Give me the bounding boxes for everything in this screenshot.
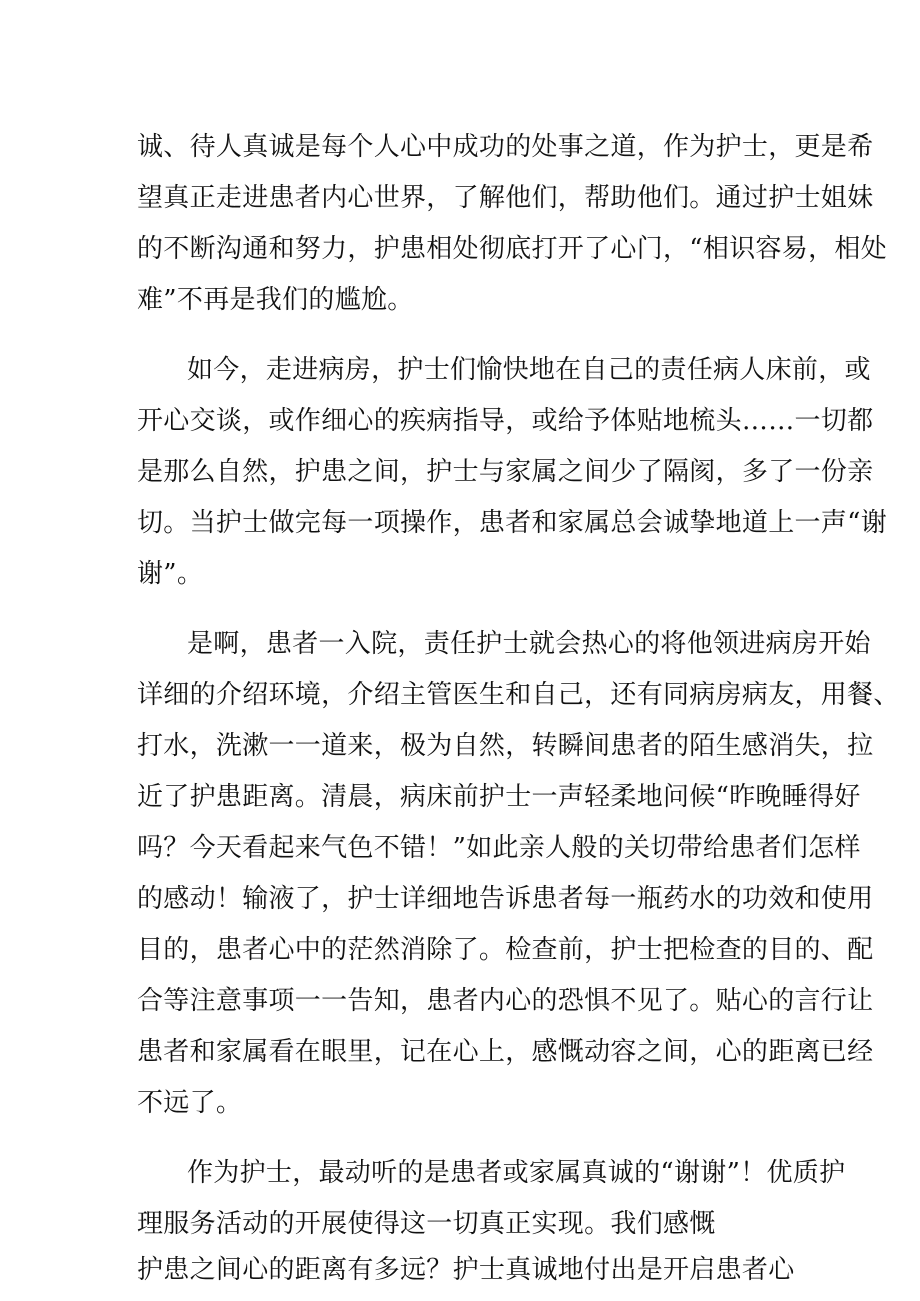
paragraph-1-line-4: 难”不再是我们的尴尬。 xyxy=(137,285,414,315)
paragraph-3-line-5: 吗？今天看起来气色不错！”如此亲人般的关切带给患者们怎样 xyxy=(137,833,861,863)
paragraph-4-line-2: 理服务活动的开展使得这一切真正实现。我们感慨 xyxy=(137,1209,716,1239)
paragraph-3-line-2: 详细的介绍环境，介绍主管医生和自己，还有同病房病友，用餐、 xyxy=(137,680,900,710)
paragraph-3-line-10: 不远了。 xyxy=(137,1088,243,1118)
paragraph-2-line-5: 谢”。 xyxy=(137,559,204,589)
paragraph-3-line-3: 打水，洗漱一一道来，极为自然，转瞬间患者的陌生感消失，拉 xyxy=(137,731,874,761)
paragraph-2-line-2: 开心交谈，或作细心的疾病指导，或给予体贴地梳头……一切都 xyxy=(137,406,874,436)
paragraph-2-line-4: 切。当护士做完每一项操作，患者和家属总会诚挚地道上一声“谢 xyxy=(137,508,887,538)
paragraph-3-line-4: 近了护患距离。清晨，病床前护士一声轻柔地问候“昨晚睡得好 xyxy=(137,782,861,812)
paragraph-4-line-1: 作为护士，最动听的是患者或家属真诚的“谢谢”！优质护 xyxy=(187,1158,846,1188)
paragraph-1-line-2: 望真正走进患者内心世界，了解他们，帮助他们。通过护士姐妹 xyxy=(137,183,874,213)
paragraph-3-line-9: 患者和家属看在眼里，记在心上，感慨动容之间，心的距离已经 xyxy=(137,1037,874,1067)
paragraph-1-line-1: 诚、待人真诚是每个人心中成功的处事之道，作为护士，更是希 xyxy=(137,132,874,162)
paragraph-4-line-3: 护患之间心的距离有多远？护士真诚地付出是开启患者心 xyxy=(137,1255,795,1285)
paragraph-2-line-1: 如今，走进病房，护士们愉快地在自己的责任病人床前，或 xyxy=(187,355,871,385)
paragraph-3-line-8: 合等注意事项一一告知，患者内心的恐惧不见了。贴心的言行让 xyxy=(137,986,874,1016)
paragraph-3-line-7: 目的，患者心中的茫然消除了。检查前，护士把检查的目的、配 xyxy=(137,935,874,965)
paragraph-1-line-3: 的不断沟通和努力，护患相处彻底打开了心门，“相识容易，相处 xyxy=(137,234,887,264)
paragraph-3-line-6: 的感动！输液了，护士详细地告诉患者每一瓶药水的功效和使用 xyxy=(137,884,874,914)
paragraph-3-line-1: 是啊，患者一入院，责任护士就会热心的将他领进病房开始 xyxy=(187,629,871,659)
paragraph-2-line-3: 是那么自然，护患之间，护士与家属之间少了隔阂，多了一份亲 xyxy=(137,457,874,487)
